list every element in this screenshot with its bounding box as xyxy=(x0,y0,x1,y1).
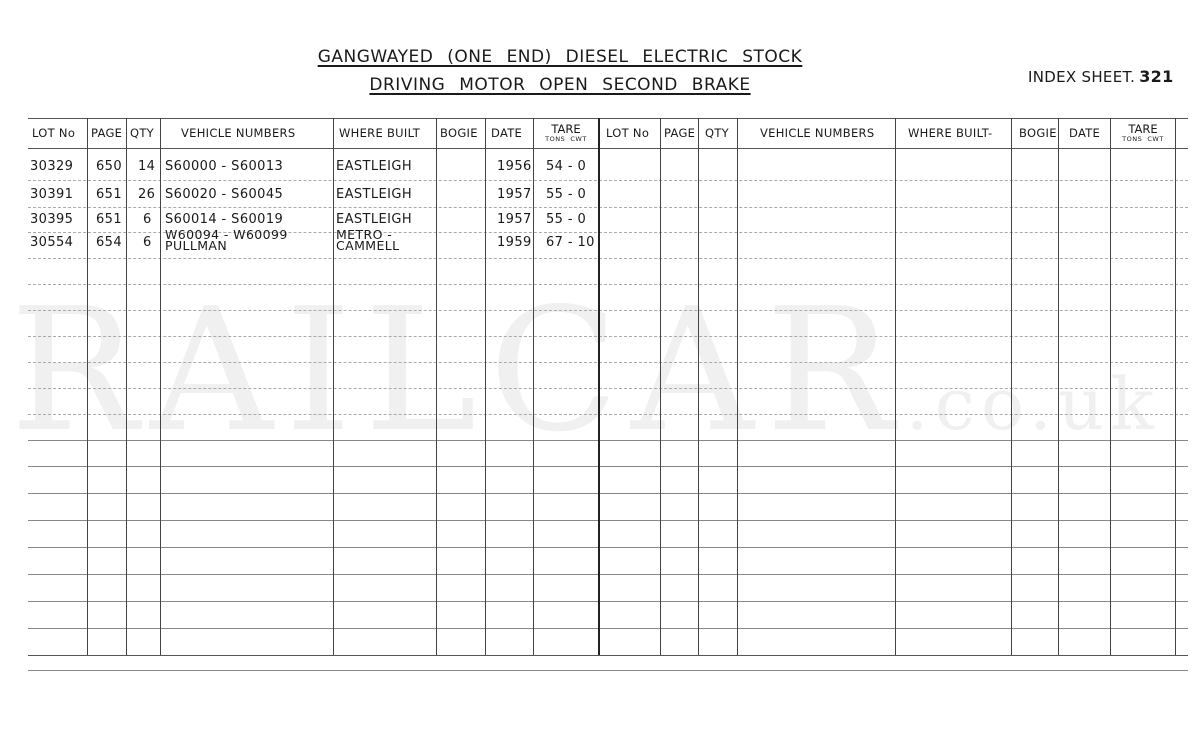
qty: 14 xyxy=(138,159,156,174)
col-header-qty: QTY xyxy=(130,126,155,140)
col-divider xyxy=(895,118,896,655)
block-divider xyxy=(598,118,600,655)
col-divider xyxy=(698,118,699,655)
row-rule xyxy=(28,414,1188,415)
vehicle-note: PULLMAN xyxy=(165,238,228,253)
vehicle-numbers: W60094 - W60099 xyxy=(165,227,288,242)
qty: 26 xyxy=(138,187,156,202)
sheet-title: GANGWAYED (ONE END) DIESEL ELECTRIC STOCK xyxy=(317,47,803,67)
vehicle-numbers: S60020 - S60045 xyxy=(165,187,284,202)
header-rule xyxy=(28,148,1188,149)
col-divider xyxy=(660,118,661,655)
row-rule xyxy=(28,284,1188,285)
vehicle-numbers: S60000 - S60013 xyxy=(165,159,284,174)
row-rule xyxy=(28,258,1188,259)
qty: 6 xyxy=(143,212,152,227)
tare: 67 - 10 xyxy=(546,235,595,250)
col-divider xyxy=(1175,118,1176,655)
row-rule xyxy=(28,466,1188,467)
page-no: 654 xyxy=(96,235,123,250)
date: 1957 xyxy=(497,212,532,227)
col-header-bogie-right: BOGIE xyxy=(1019,126,1057,140)
row-rule xyxy=(28,336,1188,337)
col-header-page: PAGE xyxy=(91,126,123,140)
lot-no: 30395 xyxy=(30,212,74,227)
col-divider xyxy=(1011,118,1012,655)
row-rule xyxy=(28,520,1188,521)
col-header-where-built-right: WHERE BUILT- xyxy=(908,126,993,140)
row-rule xyxy=(28,440,1188,441)
date: 1957 xyxy=(497,187,532,202)
col-divider xyxy=(533,118,534,655)
col-header-tare: TARE TONS CWT xyxy=(545,122,587,143)
row-rule xyxy=(28,601,1188,602)
row-rule xyxy=(28,493,1188,494)
col-header-lot-no: LOT No xyxy=(32,126,76,140)
col-divider xyxy=(1110,118,1111,655)
where-built: EASTLEIGH xyxy=(336,159,413,174)
row-rule xyxy=(28,362,1188,363)
lot-no: 30391 xyxy=(30,187,74,202)
sheet-subtitle: DRIVING MOTOR OPEN SECOND BRAKE xyxy=(369,75,751,95)
page-no: 651 xyxy=(96,187,123,202)
page-no: 650 xyxy=(96,159,123,174)
tare: 54 - 0 xyxy=(546,159,587,174)
qty: 6 xyxy=(143,235,152,250)
col-header-vehicle-numbers: VEHICLE NUMBERS xyxy=(181,126,296,140)
lot-no: 30554 xyxy=(30,235,74,250)
col-divider xyxy=(485,118,486,655)
vehicle-numbers: S60014 - S60019 xyxy=(165,212,284,227)
row-rule xyxy=(28,388,1188,389)
col-divider xyxy=(160,118,161,655)
where-built: EASTLEIGH xyxy=(336,212,413,227)
col-header-qty-right: QTY xyxy=(705,126,730,140)
where-built-line2: CAMMELL xyxy=(336,238,400,253)
col-divider xyxy=(737,118,738,655)
col-header-vehicle-numbers-right: VEHICLE NUMBERS xyxy=(760,126,875,140)
tare: 55 - 0 xyxy=(546,212,587,227)
where-built: EASTLEIGH xyxy=(336,187,413,202)
page-no: 651 xyxy=(96,212,123,227)
row-rule xyxy=(28,655,1188,656)
where-built: METRO - xyxy=(336,227,393,242)
col-header-date: DATE xyxy=(491,126,523,140)
col-header-date-right: DATE xyxy=(1069,126,1101,140)
col-header-where-built: WHERE BUILT xyxy=(339,126,421,140)
row-rule xyxy=(28,628,1188,629)
col-header-tare-right: TARE TONS CWT xyxy=(1122,122,1164,143)
col-divider xyxy=(126,118,127,655)
lot-no: 30329 xyxy=(30,159,74,174)
bottom-rule xyxy=(28,670,1188,671)
table-top-rule xyxy=(28,118,1188,119)
row-rule xyxy=(28,310,1188,311)
row-rule xyxy=(28,180,1188,181)
col-divider xyxy=(1058,118,1059,655)
col-divider xyxy=(436,118,437,655)
col-header-lot-no-right: LOT No xyxy=(606,126,650,140)
col-divider xyxy=(87,118,88,655)
index-sheet: INDEX SHEET. 321 xyxy=(1028,67,1174,86)
row-rule xyxy=(28,574,1188,575)
row-rule xyxy=(28,207,1188,208)
date: 1956 xyxy=(497,159,532,174)
col-header-page-right: PAGE xyxy=(664,126,696,140)
tare: 55 - 0 xyxy=(546,187,587,202)
watermark: RAILCAR.co.uk xyxy=(10,272,1160,470)
row-rule xyxy=(28,547,1188,548)
col-divider xyxy=(333,118,334,655)
col-header-bogie: BOGIE xyxy=(440,126,478,140)
date: 1959 xyxy=(497,235,532,250)
